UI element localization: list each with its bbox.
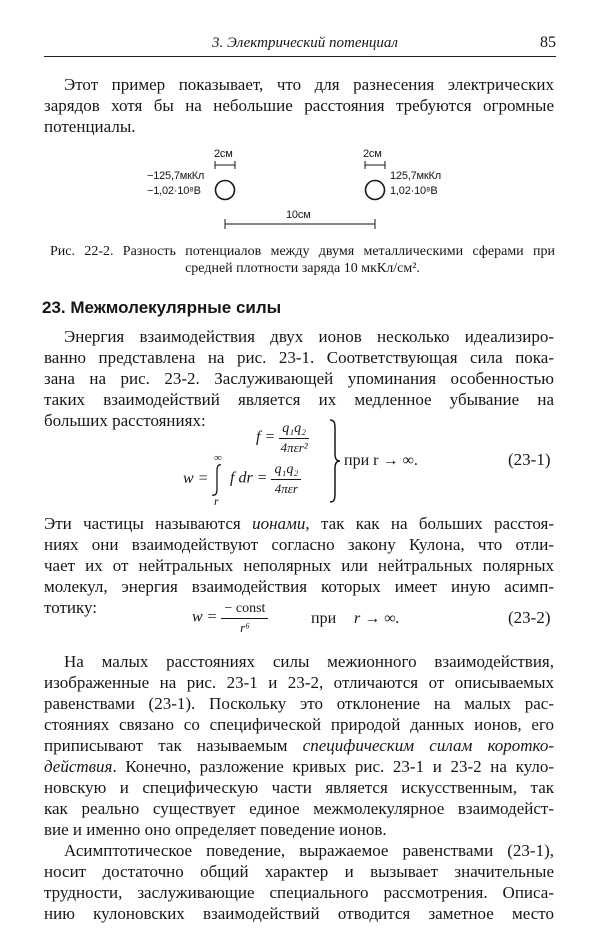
eq1-f-lhs: f = xyxy=(256,428,276,446)
right-sphere xyxy=(366,181,385,200)
text-fragment: . Конечно, разложение кривых рис. 23-1 и 23-2 на куло- xyxy=(112,757,554,776)
text-line: Этот пример показывает, что для разнесения электрических xyxy=(64,75,554,94)
eq2-denominator: r⁶ xyxy=(240,620,250,635)
text-line: тотику: xyxy=(44,598,98,617)
text-line xyxy=(44,513,554,534)
figure-22-2 xyxy=(147,148,450,232)
text-line: как реально существует единое межмолекулярное взаимодейст- xyxy=(44,799,554,818)
text-line: ниях они взаимодействуют согласно закону Кулона, что отли- xyxy=(44,535,554,554)
eq2-condition-expr: r → ∞. xyxy=(354,610,400,627)
text-fragment: Эти частицы называются xyxy=(44,514,241,533)
text-line: Энергия взаимодействия двух ионов несколько идеализиро- xyxy=(64,327,554,346)
eq1-w-numerator: q₁q₂ xyxy=(271,462,301,480)
left-diameter-label: 2см xyxy=(214,148,233,160)
text-fragment: приписывают так называемым xyxy=(44,736,288,755)
eq1-f-denominator: 4πεr² xyxy=(280,440,308,455)
text-line: стояниях связано со специфической природой данных ионов, его xyxy=(44,715,554,734)
paragraph-3 xyxy=(44,651,554,840)
eq2-lhs: w = xyxy=(192,608,218,626)
eq1-f-numerator: q₁q₂ xyxy=(279,421,309,439)
left-potential-label: −1,02·10⁸В xyxy=(147,185,201,197)
eq1-w-fraction xyxy=(271,462,301,496)
right-charge-label: 125,7мкКл xyxy=(390,170,441,182)
eq1-w-lhs: w = xyxy=(183,470,209,487)
text-line: нию кулоновских взаимодействий отводится заметное место xyxy=(44,904,554,923)
paragraph-1 xyxy=(44,326,554,431)
text-line: молекул, энергия взаимодействия которых имеет иную асимп- xyxy=(44,577,554,596)
emphasis-specific-forces: специфическим силам коротко- xyxy=(302,736,555,755)
text-line: носит достаточно общий характер и вызывает значительные xyxy=(44,862,554,881)
text-line: зана на рис. 23-2. Заслуживающей упоминания особенностью xyxy=(44,369,554,388)
text-line: зарядов хотя бы на небольшие расстояния требуются огромные xyxy=(44,96,554,115)
left-sphere xyxy=(216,181,235,200)
page-number: 85 xyxy=(540,34,556,51)
eq2-condition-word: при xyxy=(311,610,337,627)
text-line: новскую и специфическую части является искусственным, так xyxy=(44,778,554,797)
right-brace xyxy=(327,418,343,504)
text-line: трудности, заслуживающие специального рассмотрения. Описа- xyxy=(44,883,554,902)
paragraph-2 xyxy=(44,513,554,618)
eq2-numerator: − const xyxy=(221,601,268,619)
eq1-integrand: f dr = xyxy=(230,469,268,487)
eq1-int-lower: r xyxy=(214,494,219,508)
text-fragment: , так как на больших расстоя- xyxy=(305,514,555,533)
right-potential-label: 1,02·10⁸В xyxy=(390,185,438,197)
left-charge-label: −125,7мкКл xyxy=(147,170,205,182)
text-line: изображенные на рис. 23-1 и 23-2, отличаются от описываемых xyxy=(44,673,554,692)
chapter-title: 3. Электрический потенциал xyxy=(212,35,398,51)
text-line: На малых расстояниях силы межионного взаимодействия, xyxy=(64,652,554,671)
text-line: потенциалы. xyxy=(44,117,136,136)
equation-number: (23-2) xyxy=(508,608,551,627)
emphasis-ions: ионами xyxy=(252,514,306,533)
text-line: Асимптотическое поведение, выражаемое равенствами (23-1), xyxy=(64,841,554,860)
text-line: таких взаимодействий является их медленное убывание на xyxy=(44,390,554,409)
caption-line: средней плотности заряда 10 мкКл/см². xyxy=(185,261,420,276)
eq1-int-upper: ∞ xyxy=(214,452,222,464)
distance-label: 10см xyxy=(286,209,311,221)
intro-paragraph xyxy=(44,74,554,137)
eq2-fraction xyxy=(221,601,268,635)
section-heading: 23. Межмолекулярные силы xyxy=(42,298,282,317)
text-line: равенствами (23-1). Поскольку это отклонение на малых рас- xyxy=(44,694,554,713)
text-line xyxy=(44,735,554,756)
text-line: больших расстояниях: xyxy=(44,411,206,430)
equation-number: (23-1) xyxy=(508,450,551,469)
text-line xyxy=(44,756,554,777)
eq1-condition: при r → ∞. xyxy=(344,452,418,469)
eq1-w-denominator: 4πεr xyxy=(274,481,298,496)
emphasis-action: действия xyxy=(44,757,113,776)
text-line: вие и именно оно определяет поведение ионов. xyxy=(44,820,387,839)
right-diameter-label: 2см xyxy=(363,148,382,160)
figure-caption xyxy=(50,243,555,277)
text-line: ванно представлена на рис. 23-1. Соответствующая сила пока- xyxy=(44,348,554,367)
text-line: чает их от нейтральных неполярных или нейтральных полярных xyxy=(44,556,554,575)
integral-sign xyxy=(209,463,225,497)
eq1-f-fraction xyxy=(279,421,309,455)
running-header xyxy=(44,30,556,57)
paragraph-4 xyxy=(44,840,554,924)
caption-line: Рис. 22-2. Разность потенциалов между двумя металлическими сферами при xyxy=(50,244,555,259)
